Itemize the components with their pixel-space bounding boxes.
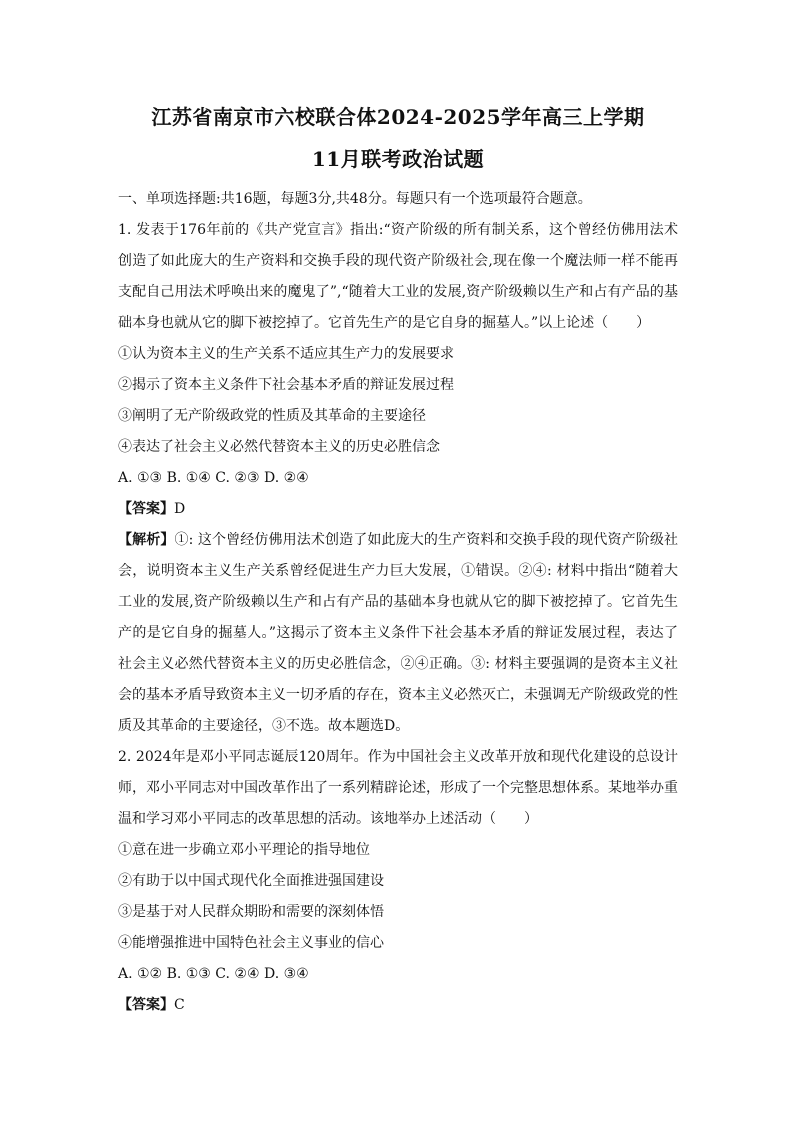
question-2-answer <box>118 990 678 1021</box>
answer-value: C <box>174 997 185 1013</box>
question-1-option-3: ③阐明了无产阶级政党的性质及其革命的主要途径 <box>118 408 426 424</box>
document-title-line-2: 11月联考政治试题 <box>311 147 485 171</box>
question-2-option-3: ③是基于对人民群众期盼和需要的深刻体悟 <box>118 904 384 920</box>
answer-label: 【答案】 <box>118 997 174 1013</box>
question-1-choices: A. ①③ B. ①④ C. ②③ D. ②④ <box>118 470 309 486</box>
question-2-option-4: ④能增强推进中国特色社会主义事业的信心 <box>118 935 384 951</box>
section-heading: 一、单项选择题:共16题，每题3分,共48分。每题只有一个选项最符合题意。 <box>118 191 592 207</box>
question-1 <box>118 215 678 742</box>
question-2 <box>118 742 678 1021</box>
analysis-text: ①: 这个曾经仿佛用法术创造了如此庞大的生产资料和交换手段的现代资产阶级社会，说明资本主义生产关系曾经促进生产力巨大发展，①错误。②④: 材料中指出“随着大工业的发展,资产阶级赖以生产和占有产品的基础本身也就从它的脚下被挖掉了。它首先生产的是它自身的掘墓人。”这揭示了资本主义条件下社会基本矛盾的辩证发展过程，表达了社会主义必然代替资本主义的历史必胜信念，②④正确。③: 材料主要强调的是资本主义社会的基本矛盾导致资本主义一切矛盾的存在，资本主义必然灭亡，未强调无产阶级政党的性质及其革命的主要途径，③不选。故本题选D。 <box>118 532 678 734</box>
answer-label: 【答案】 <box>118 501 174 517</box>
question-2-option-2: ②有助于以中国式现代化全面推进强国建设 <box>118 873 384 889</box>
question-1-option-4: ④表达了社会主义必然代替资本主义的历史必胜信念 <box>118 439 440 455</box>
question-2-stem: 2. 2024年是邓小平同志诞辰120周年。作为中国社会主义改革开放和现代化建设的总设计师，邓小平同志对中国改革作出了一系列精辟论述，形成了一个完整思想体系。某地举办重温和学习邓小平同志的改革思想的活动。该地举办上述活动（ ） <box>118 749 678 827</box>
question-2-choices: A. ①② B. ①③ C. ②④ D. ③④ <box>118 966 309 982</box>
question-1-option-1: ①认为资本主义的生产关系不适应其生产力的发展要求 <box>118 346 454 362</box>
analysis-label: 【解析】 <box>118 532 175 548</box>
answer-value: D <box>174 501 186 517</box>
question-1-option-2: ②揭示了资本主义条件下社会基本矛盾的辩证发展过程 <box>118 377 454 393</box>
question-1-analysis <box>118 525 678 742</box>
question-1-answer <box>118 494 678 525</box>
question-2-option-1: ①意在进一步确立邓小平理论的指导地位 <box>118 842 370 858</box>
document-title-line-1: 江苏省南京市六校联合体2024-2025学年高三上学期 <box>151 105 645 129</box>
question-1-stem: 1. 发表于176年前的《共产党宣言》指出:“资产阶级的所有制关系，这个曾经仿佛用法术创造了如此庞大的生产资料和交换手段的现代资产阶级社会,现在像一个魔法师一样不能再支配自己用法术呼唤出来的魔鬼了”,“随着大工业的发展,资产阶级赖以生产和占有产品的基础本身也就从它的脚下被挖掉了。它首先生产的是它自身的掘墓人。”以上论述（ ） <box>118 222 678 331</box>
document-page <box>118 96 678 1021</box>
